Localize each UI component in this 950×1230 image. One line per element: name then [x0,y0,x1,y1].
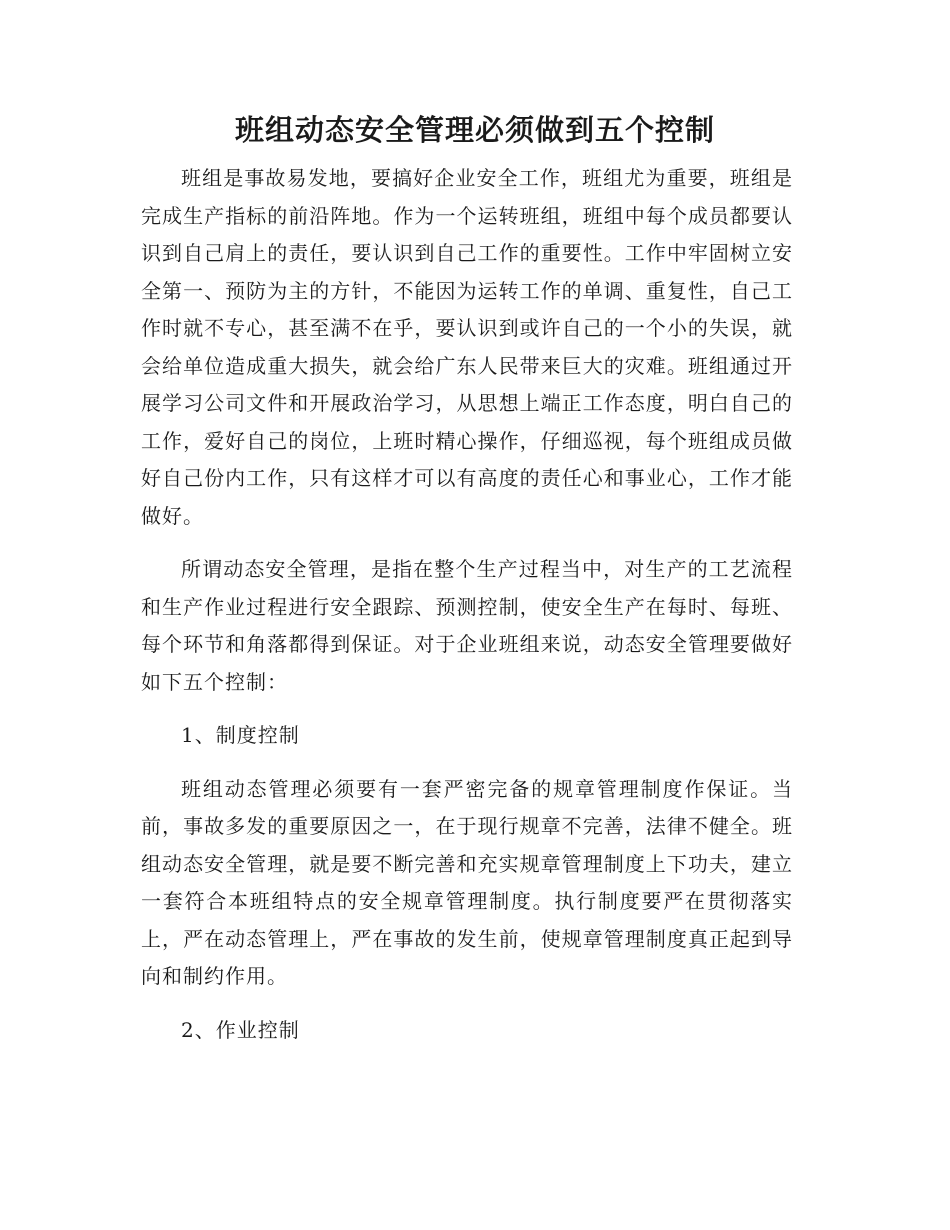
paragraph-system-control: 班组动态管理必须要有一套严密完备的规章管理制度作保证。当前，事故多发的重要原因之一，在于现行规章不完善，法律不健全。班组动态安全管理，就是要不断完善和充实规章管理制度上下功夫，建立一套符合本班组特点的安全规章管理制度。执行制度要严在贯彻落实上，严在动态管理上，严在事故的发生前，使规章管理制度真正起到导向和制约作用。 [141,776,793,988]
document-title: 班组动态安全管理必须做到五个控制 [234,113,715,147]
section-heading-system-control: 1、制度控制 [181,723,300,747]
paragraph-intro: 班组是事故易发地，要搞好企业安全工作，班组尤为重要，班组是完成生产指标的前沿阵地。作为一个运转班组，班组中每个成员都要认识到自己肩上的责任，要认识到自己工作的重要性。工作中牢固树立安全第一、预防为主的方针，不能因为运转工作的单调、重复性，自己工作时就不专心，甚至满不在乎，要认识到或许自己的一个小的失误，就会给单位造成重大损失，就会给广东人民带来巨大的灾难。班组通过开展学习公司文件和开展政治学习，从思想上端正工作态度，明白自己的工作，爱好自己的岗位，上班时精心操作，仔细巡视，每个班组成员做好自己份内工作，只有这样才可以有高度的责任心和事业心，工作才能做好。 [141,166,793,528]
document-body [141,160,793,1065]
section-heading-operation-control: 2、作业控制 [181,1017,300,1042]
paragraph-definition: 所谓动态安全管理，是指在整个生产过程当中，对生产的工艺流程和生产作业过程进行安全跟踪、预测控制，使安全生产在每时、每班、每个环节和角落都得到保证。对于企业班组来说，动态安全管理要做好如下五个控制： [141,557,793,694]
